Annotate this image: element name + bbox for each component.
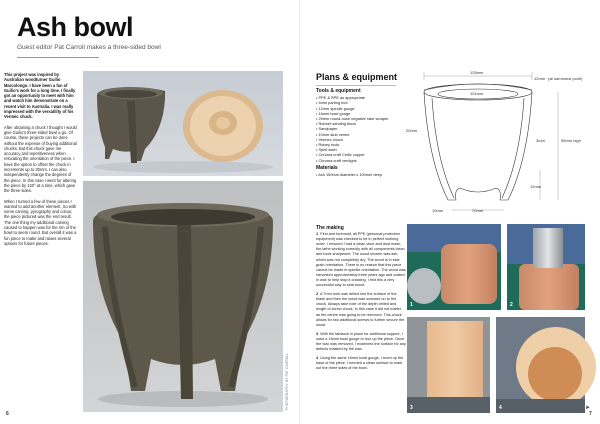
dim-foot-gap: 12mm	[530, 184, 542, 189]
step-number: 1	[316, 232, 319, 237]
dim-base: 70mm	[472, 208, 484, 213]
step-number: 2	[316, 292, 319, 297]
title-rule	[17, 57, 99, 58]
materials-list	[316, 172, 408, 177]
step-text: First and foremost, all PPE (personal protection equipment) was checked to be in perfect working order. I ensured I had a clean visor and dust mask, the lathe working correctly with all components clean and tools sharpened. The wood chosen was ash, which was not completely dry. The wood is in side grain orientation. There is no reason that this piece cannot be made in spindle orientation. The wood was harvested approximately three years ago and coated in wax to help stop it cracking. I find this a very successful way to seal wood.	[316, 232, 406, 288]
plans-rule	[316, 85, 396, 86]
step-photo-label: 2	[510, 302, 513, 308]
photo-credit: PHOTOGRAPHY BY PAT CARROLL	[285, 352, 289, 410]
article-title: Ash bowl	[17, 12, 133, 42]
tool-item: • Rotary tools	[316, 142, 408, 147]
intro-column	[4, 72, 77, 251]
materials-heading: Materials	[316, 164, 338, 171]
step-paragraph	[316, 356, 406, 371]
step-photo-2	[507, 224, 585, 310]
dim-width: 125mm	[470, 70, 484, 75]
material-item: • Ash 150mm diameter x 100mm deep	[316, 172, 408, 177]
tool-item: • 25mm round-nose negative rake scraper	[316, 116, 408, 121]
dim-inner: 101mm	[470, 91, 484, 96]
step-number: 3	[316, 331, 319, 336]
step-text: Using the same 16mm bowl gouge, I trued up the base of the piece. I needed a clean surface to mark out the three sides of the bowl.	[316, 356, 404, 371]
dim-height: 95mm high	[561, 138, 581, 143]
step-photo-label: 4	[499, 405, 502, 411]
tool-item: • 12mm spindle gouge	[316, 106, 408, 111]
step-photo-1	[407, 224, 501, 310]
step-paragraph	[316, 232, 406, 288]
plans-heading: Plans & equipment	[316, 72, 398, 82]
step-photo-label: 3	[410, 405, 413, 411]
making-heading: The making	[316, 225, 344, 231]
page-number-left: 6	[6, 411, 9, 417]
step-number: 4	[316, 356, 319, 361]
two-bowls-photo	[83, 71, 283, 176]
tools-list	[316, 95, 408, 163]
dim-wall: 3mm	[536, 138, 545, 143]
page-number-right: 7	[589, 411, 592, 417]
tool-item: • PPE & RPE as appropriate	[316, 95, 408, 100]
tool-item: • Chroma craft Celtic copper	[316, 152, 408, 157]
tool-item: • 16mm bowl gouge	[316, 111, 408, 116]
tool-item: • 10mm stub centre	[316, 132, 408, 137]
dim-rim: 12mm	[534, 76, 546, 81]
step-paragraph	[316, 332, 406, 352]
step-photo-3	[407, 317, 490, 413]
body-paragraph: After obtaining a chuck I thought I would give Guilio's three-sided bowl a go. Of course, these projects can be done without the expense of buying additional chucks. But this chuck gave me accuracy and repetitiveness when relocating the orientation of the piece. I have the option to offset the chuck in increments up to 30mm. I can also independently change the degrees of the piece. In this case I went for altering the piece by 120° at a time, which gave the three sides.	[4, 124, 77, 194]
bowl-plan-diagram	[408, 50, 598, 220]
tools-heading: Tools & equipment	[316, 88, 361, 94]
standfirst: Guest editor Pat Carroll makes a three-sided bowl	[17, 44, 161, 51]
tool-item: • Chroma craft verdigris	[316, 158, 408, 163]
finished-bowl-photo	[83, 181, 283, 412]
tool-item: • Vermec chuck	[316, 137, 408, 142]
intro-paragraph: This project was inspired by Australian woodturner Guilio Marcolongo. I have been a fan of Guilio's work for a long time. I finally got an opportunity to meet with him and watch him demonstrate on a recent visit to Australia. I was really impressed with the versatility of his Vermec chuck.	[4, 72, 76, 120]
step-text: A 7mm hole was drilled into the surface of the blank and then the wood was screwed on to the chuck. Always take note of the depth drilled and length of screw chuck. In this case it did not matter as the centre was going to be removed. This chuck allows for two additional screws to further secure the wood.	[316, 292, 405, 327]
continue-arrow-icon: ►	[585, 405, 591, 411]
step-text: With the tailstock in place for additional support, I used a 16mm bowl gouge to true up the piece. Once the wax was removed, I examined the surface for any defects masked by the wax.	[316, 331, 406, 352]
step-photo-label: 1	[410, 302, 413, 308]
dim-side: 20mm	[406, 128, 418, 133]
step-paragraph	[316, 292, 406, 328]
making-section	[316, 226, 406, 375]
tool-item: • Spirit stain	[316, 147, 408, 152]
tool-item: • 4mm parting tool	[316, 100, 408, 105]
body-paragraph: When I turned a few of these pieces I wanted to add another element. So with some carving, pyrography and colour, the piece pictured was the end result. The one thing my additional carving caused to happen was for the rim of the bowl to seem round. But overall it was a fun piece to make and raises several options for future pieces.	[4, 198, 77, 246]
tools-section	[316, 89, 408, 180]
dim-foot: 10mm	[432, 208, 444, 213]
dim-rim-note: (at narrowest point)	[548, 76, 583, 81]
tool-item: • Sandpaper	[316, 126, 408, 131]
tool-item: • Rubber sanding block	[316, 121, 408, 126]
step-photo-4	[496, 317, 585, 413]
